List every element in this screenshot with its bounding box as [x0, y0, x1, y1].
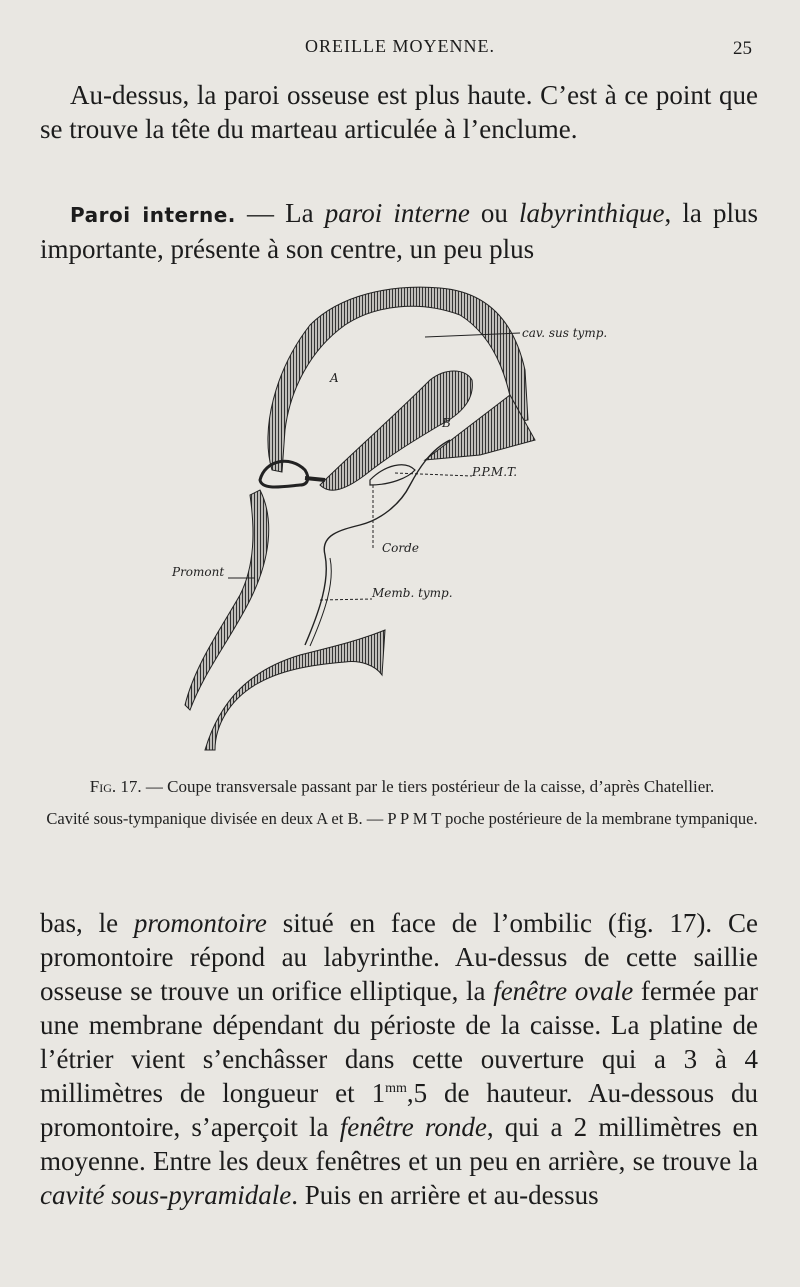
label-B: B [442, 416, 451, 430]
p3-c: fermée par une membrane dépendant du périoste de la caisse. La platine de l’étrier vient s’enchâsser dans cette ouverture qui a 3 à 4 millimètres de longueur et 1 [40, 976, 758, 1108]
p3-f: . Puis en arrière et au-dessus [291, 1180, 599, 1210]
tympanic-membrane [305, 440, 450, 645]
term-fenetre-ronde: fenêtre ronde [339, 1112, 487, 1142]
term-paroi-interne: paroi interne [324, 198, 470, 228]
page-header [0, 36, 800, 66]
page-number: 25 [733, 38, 752, 59]
p2-mid: ou [469, 198, 520, 228]
term-labyrinthique: labyrinthique [519, 198, 665, 228]
ppmt-pocket [370, 465, 415, 485]
label-promont: Promont [172, 565, 225, 579]
figure-17 [160, 280, 608, 770]
lower-bone-floor [205, 630, 385, 750]
label-memb-tymp: Memb. tymp. [372, 586, 453, 600]
caption-fig-number: Fig. 17. [89, 777, 142, 796]
running-head: OREILLE MOYENNE. [305, 36, 495, 56]
term-promontoire: promontoire [133, 908, 267, 938]
caption-title [46, 776, 758, 798]
p2-dash: — La [235, 198, 325, 228]
p3-b: situé en face de l’ombilic (fig. 17). Ce promontoire répond au labyrinthe. Au-dessus de cette saillie osseuse se trouve un orifice elliptique, la [40, 908, 759, 1006]
run-in-heading: Paroi interne. [70, 203, 236, 227]
caption-legend: Cavité sous-tympanique divisée en deux A et B. — P P M T poche postérieure de la membrane tympanique. [46, 809, 758, 828]
leader-memb [320, 599, 372, 600]
paragraph-1-text: Au-dessus, la paroi osseuse est plus haute. C’est à ce point que se trouve la tête du marteau articulée à l’enclume. [40, 80, 758, 144]
label-ppmt: P.P.M.T. [472, 465, 518, 479]
middle-bone-band [320, 371, 472, 490]
unit-mm: mm [385, 1081, 407, 1096]
p3-d: ,5 de hauteur. Au-dessous du promontoire, s’aperçoit la [40, 1078, 758, 1142]
term-fenetre-ovale: fenêtre ovale [493, 976, 634, 1006]
label-corde: Corde [382, 541, 419, 555]
p2-rest: , la plus importante, présente à son centre, un peu plus [40, 198, 758, 264]
figure-caption [46, 776, 758, 830]
label-A: A [330, 371, 339, 385]
term-cavite-sous-pyramidale: cavité sous-pyramidale [40, 1180, 292, 1210]
p3-e: , qui a 2 millimètres en moyenne. Entre les deux fenêtres et un peu en arrière, se trouve la [40, 1112, 758, 1176]
caption-title-text: — Coupe transversale passant par le tiers postérieur de la caisse, d’après Chatellier. [141, 777, 715, 796]
paragraph-1 [40, 78, 758, 146]
anatomical-diagram [160, 280, 608, 770]
leader-ppmt [395, 473, 472, 476]
paragraph-2 [40, 196, 758, 266]
ossicle-loop [260, 461, 308, 487]
paragraph-3 [40, 906, 758, 1212]
p3-a: bas, le [40, 908, 134, 938]
label-cav-sus-tymp: cav. sus tymp. [522, 326, 608, 340]
